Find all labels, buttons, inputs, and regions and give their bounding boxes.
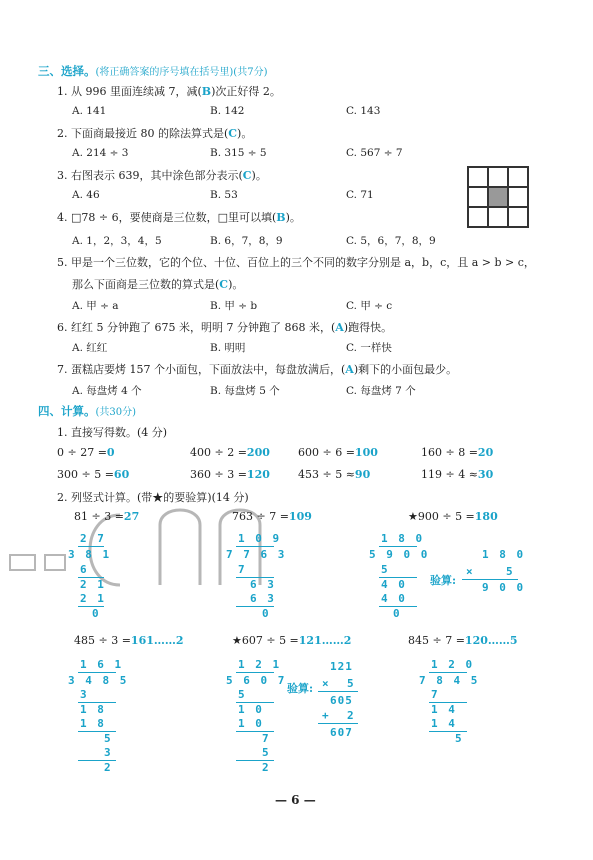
question-5-line2: 那么下面商是三位数的算式是(C)。 — [72, 278, 244, 291]
remainder: 0 — [262, 607, 271, 620]
oral-calc: 160 ÷ 8 =20 — [421, 446, 494, 459]
quotient: 1 2 1 — [238, 658, 282, 671]
option: A. 红红 — [72, 342, 108, 354]
dividend: 3 4 8 5 — [68, 674, 129, 687]
step: 3 — [104, 746, 113, 759]
step: 1 8 — [80, 703, 106, 716]
question-4: 4. □78 ÷ 6，要使商是三位数，□里可以填(B)。 — [57, 211, 301, 224]
step: 1 4 — [431, 703, 457, 716]
oral-calc: 600 ÷ 6 =100 — [298, 446, 378, 459]
step: 5 — [238, 688, 247, 701]
quotient: 1 0 9 — [238, 532, 282, 545]
step: 1 4 — [431, 717, 457, 730]
option: C. 每盘烤 7 个 — [346, 385, 416, 397]
option: A. 甲 ÷ a — [72, 300, 119, 312]
dividend: 5 6 0 7 — [226, 674, 287, 687]
check-product: 605 — [330, 694, 353, 707]
option: B. 315 ÷ 5 — [210, 147, 267, 159]
step: 6 3 — [250, 592, 276, 605]
dividend: 3 8 1 — [68, 548, 112, 561]
check-multiplier: 5 — [347, 677, 356, 690]
check-plus: + — [322, 709, 331, 722]
option: A. 每盘烤 4 个 — [72, 385, 142, 397]
option: B. 142 — [210, 105, 245, 117]
step: 5 — [104, 732, 113, 745]
remainder: 2 — [262, 761, 271, 774]
remainder: 0 — [92, 607, 101, 620]
option: C. 5，6，7，8，9 — [346, 235, 436, 247]
step: 4 0 — [381, 578, 407, 591]
question-1: 1. 从 996 里面连续减 7，减(B)次正好得 2。 — [57, 85, 281, 98]
question-5: 5. 甲是一个三位数，它的个位、十位、百位上的三个不同的数字分别是 a，b，c，且 a > b > c， — [57, 256, 535, 269]
check-multiplicand: 1 8 0 — [482, 548, 526, 561]
check-result: 607 — [330, 726, 353, 739]
step: 5 — [381, 563, 390, 576]
option: A. 1，2，3，4，5 — [72, 235, 162, 247]
step: 3 — [80, 688, 89, 701]
written-calc: 763 ÷ 7 =109 — [232, 510, 312, 523]
step: 1 8 — [80, 717, 106, 730]
quotient: 2 7 — [80, 532, 106, 545]
place-value-grid-figure — [467, 166, 529, 228]
page-number: — 6 — — [275, 793, 316, 807]
step: 1 0 — [238, 703, 264, 716]
remainder: 2 — [104, 761, 113, 774]
option: C. 一样快 — [346, 342, 392, 354]
step: 6 3 — [250, 578, 276, 591]
step: 2 1 — [80, 578, 106, 591]
step: 7 — [262, 732, 271, 745]
option: B. 53 — [210, 189, 238, 201]
step: 7 — [431, 688, 440, 701]
option: B. 6，7，8，9 — [210, 235, 283, 247]
remainder: 5 — [455, 732, 464, 745]
question-7: 7. 蛋糕店要烤 157 个小面包，下面放法中，每盘放满后，(A)剩下的小面包最少。 — [57, 363, 458, 376]
check-label: 验算: — [430, 574, 457, 587]
quotient: 1 6 1 — [80, 658, 124, 671]
check-label: 验算: — [287, 682, 314, 695]
quotient: 1 2 0 — [431, 658, 475, 671]
question-6: 6. 红红 5 分钟跑了 675 米，明明 7 分钟跑了 868 米，(A)跑得快。 — [57, 321, 393, 334]
written-calc: ★900 ÷ 5 =180 — [408, 510, 498, 523]
check-multiplier: 5 — [506, 565, 515, 578]
option: B. 每盘烤 5 个 — [210, 385, 280, 397]
oral-calc: 0 ÷ 27 =0 — [57, 446, 115, 459]
step: 5 — [262, 746, 271, 759]
dividend: 7 7 6 3 — [226, 548, 287, 561]
step: 4 0 — [381, 592, 407, 605]
oral-calc: 360 ÷ 3 =120 — [190, 468, 270, 481]
step: 1 0 — [238, 717, 264, 730]
check-addend: 2 — [347, 709, 356, 722]
option: B. 明明 — [210, 342, 246, 354]
option: B. 甲 ÷ b — [210, 300, 258, 312]
quotient: 1 8 0 — [381, 532, 425, 545]
check-multiplicand: 121 — [330, 660, 353, 673]
part1-title: 1. 直接写得数。(4 分) — [57, 426, 168, 439]
oral-calc: 453 ÷ 5 ≈90 — [298, 468, 371, 481]
remainder: 0 — [393, 607, 402, 620]
section4-header: 四、计算。(共30分) — [38, 404, 137, 418]
written-calc: 845 ÷ 7 =120……5 — [408, 634, 518, 647]
oral-calc: 400 ÷ 2 =200 — [190, 446, 270, 459]
question-3: 3. 右图表示 639，其中涂色部分表示(C)。 — [57, 169, 267, 182]
option: C. 甲 ÷ c — [346, 300, 393, 312]
check-operator: × — [466, 565, 475, 578]
step: 2 1 — [80, 592, 106, 605]
step: 7 — [238, 563, 247, 576]
part2-title: 2. 列竖式计算。(带★的要验算)(14 分) — [57, 491, 249, 504]
oral-calc: 119 ÷ 4 ≈30 — [421, 468, 494, 481]
option: C. 567 ÷ 7 — [346, 147, 403, 159]
option: C. 143 — [346, 105, 381, 117]
written-calc: ★607 ÷ 5 =121……2 — [232, 634, 352, 647]
check-result: 9 0 0 — [482, 581, 526, 594]
option: A. 214 ÷ 3 — [72, 147, 129, 159]
step: 6 — [80, 563, 89, 576]
written-calc: 485 ÷ 3 =161……2 — [74, 634, 184, 647]
question-2: 2. 下面商最接近 80 的除法算式是(C)。 — [57, 127, 253, 140]
section3-header: 三、选择。(将正确答案的序号填在括号里)(共7分) — [38, 64, 268, 78]
option: A. 46 — [72, 189, 100, 201]
check-operator: × — [322, 677, 331, 690]
dividend: 7 8 4 5 — [419, 674, 480, 687]
option: C. 71 — [346, 189, 374, 201]
written-calc: 81 ÷ 3 =27 — [74, 510, 140, 523]
oral-calc: 300 ÷ 5 =60 — [57, 468, 130, 481]
dividend: 5 9 0 0 — [369, 548, 430, 561]
option: A. 141 — [72, 105, 107, 117]
